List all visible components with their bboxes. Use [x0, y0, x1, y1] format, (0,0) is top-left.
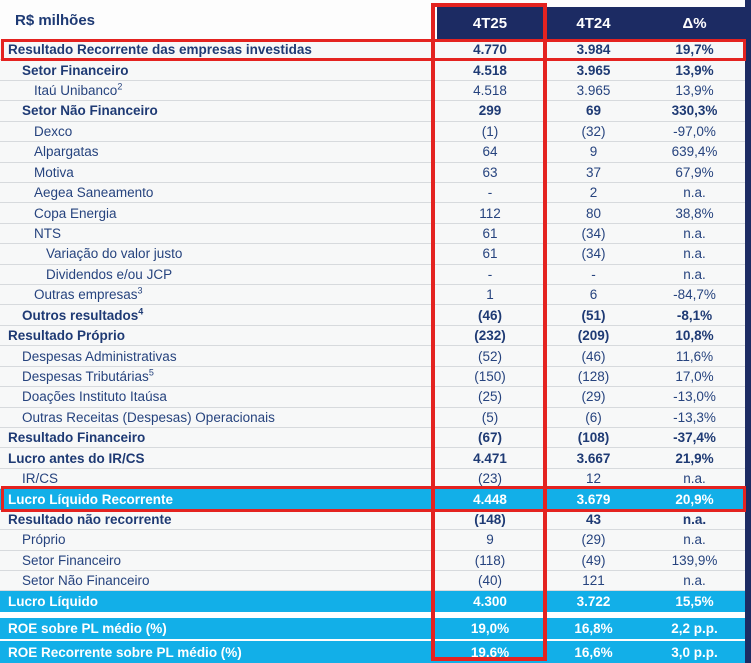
- value-4t24: (108): [577, 430, 610, 446]
- value-4t25: (23): [477, 471, 502, 487]
- value-4t24: (6): [585, 409, 602, 425]
- table-row: [0, 346, 745, 366]
- value-4t25: (5): [481, 409, 499, 425]
- row-label: NTS: [34, 226, 61, 241]
- value-4t25: (118): [474, 552, 506, 568]
- table-row: [0, 244, 745, 264]
- value-4t25: 4.518: [473, 83, 507, 99]
- column-header-delta: Δ%: [682, 15, 707, 32]
- value-4t24: (29): [581, 532, 606, 548]
- value-delta: -8,1%: [676, 307, 713, 323]
- value-4t24: 6: [589, 287, 598, 303]
- value-4t24: (29): [581, 389, 606, 405]
- row-label: Lucro Líquido: [8, 594, 98, 610]
- value-4t25: (52): [477, 348, 502, 364]
- value-4t24: 16,6%: [574, 644, 613, 660]
- value-delta: 13,9%: [675, 83, 714, 99]
- value-4t25: 4.300: [473, 594, 507, 610]
- value-4t24: (32): [581, 123, 606, 139]
- table-row: [0, 591, 745, 611]
- value-delta: 20,9%: [675, 491, 714, 507]
- value-delta: -97,0%: [673, 123, 716, 139]
- value-4t25: 63: [482, 164, 498, 180]
- row-label: Setor Financeiro: [22, 552, 122, 568]
- table-row: [0, 618, 745, 640]
- value-4t25: -: [487, 266, 493, 282]
- row-label: Copa Energia: [34, 205, 117, 221]
- table-row: [0, 224, 745, 244]
- row-label: IR/CS: [22, 471, 59, 487]
- value-4t24: 3.984: [576, 42, 611, 58]
- value-4t25: (67): [477, 430, 502, 446]
- value-4t24: 9: [589, 144, 598, 160]
- value-4t25: 299: [478, 103, 502, 119]
- row-label: Outros resultados$^4$: [22, 307, 144, 323]
- value-4t24: 16,8%: [574, 621, 613, 637]
- footnote-marker: 3: [137, 287, 143, 296]
- value-delta: -13,3%: [673, 409, 716, 425]
- value-delta: 19,7%: [675, 42, 714, 58]
- value-4t25: (232): [474, 328, 506, 344]
- value-delta: 67,9%: [675, 164, 714, 180]
- table-row: [0, 265, 745, 285]
- value-delta: 639,4%: [671, 144, 718, 160]
- value-4t24: (49): [581, 552, 606, 568]
- value-4t25: (148): [474, 511, 506, 527]
- footnote-marker: 2: [117, 83, 123, 92]
- row-label: Itaú Unibanco$^2$: [34, 83, 123, 99]
- table-row: [0, 530, 745, 550]
- table-row: [0, 469, 745, 489]
- table-row: [0, 122, 745, 142]
- value-4t24: (51): [581, 307, 606, 323]
- value-4t25: 1: [486, 287, 494, 303]
- table-row: [0, 387, 745, 407]
- value-4t25: 4.518: [473, 62, 507, 78]
- value-4t24: 3.667: [576, 450, 611, 466]
- table-row: [0, 40, 745, 60]
- value-4t25: (46): [477, 307, 502, 323]
- row-label: Outras empresas$^3$: [34, 287, 143, 303]
- value-delta: n.a.: [682, 511, 707, 527]
- value-4t25: 112: [479, 205, 501, 221]
- table-row: [0, 81, 745, 101]
- unit-label: R$ milhões: [15, 12, 96, 29]
- row-label: Resultado Recorrente das empresas investidas: [8, 42, 312, 58]
- row-label: Dividendos e/ou JCP: [46, 266, 173, 282]
- row-label: Setor Financeiro: [22, 62, 129, 78]
- value-4t24: 121: [582, 573, 605, 589]
- row-label: Dexco: [34, 123, 73, 139]
- value-4t25: 64: [482, 144, 498, 160]
- value-4t25: (25): [477, 389, 502, 405]
- value-4t25: 4.471: [473, 450, 507, 466]
- table-row: [0, 551, 745, 571]
- row-label: Despesas Administrativas: [22, 348, 177, 364]
- value-4t24: 3.679: [576, 491, 611, 507]
- row-label: Resultado Próprio: [8, 328, 126, 344]
- table-body: [0, 40, 745, 663]
- column-header-4t25: 4T25: [472, 15, 508, 32]
- value-4t24: (209): [577, 328, 610, 344]
- row-label: Lucro antes do IR/CS: [8, 450, 145, 466]
- value-delta: -37,4%: [673, 430, 716, 446]
- row-label: Aegea Saneamento: [34, 185, 154, 201]
- value-delta: -84,7%: [673, 287, 716, 303]
- value-4t25: -: [487, 185, 493, 201]
- row-label: Variação do valor justo: [46, 246, 183, 262]
- value-4t24: (34): [581, 246, 606, 262]
- value-4t25: (150): [474, 368, 506, 384]
- value-delta: 11,6%: [675, 348, 714, 364]
- table-row: [0, 408, 745, 428]
- value-delta: n.a.: [683, 266, 706, 282]
- value-4t24: 3.965: [576, 83, 611, 99]
- table-row: [0, 571, 745, 591]
- row-label: Resultado não recorrente: [8, 511, 172, 527]
- table-row: [0, 428, 745, 448]
- value-delta: 2,2 p.p.: [671, 621, 718, 637]
- value-4t24: -: [591, 266, 596, 282]
- value-4t24: 2: [589, 185, 598, 201]
- table-row: [0, 448, 745, 468]
- table-row: [0, 489, 745, 509]
- table-row: [0, 305, 745, 325]
- table-row: [0, 203, 745, 223]
- row-label: ROE Recorrente sobre PL médio (%): [8, 644, 242, 660]
- row-label: Outras Receitas (Despesas) Operacionais: [22, 409, 275, 425]
- footnote-marker: 5: [148, 368, 154, 378]
- row-label: ROE sobre PL médio (%): [8, 621, 167, 637]
- value-delta: 15,5%: [675, 594, 714, 610]
- value-4t24: (46): [581, 348, 606, 364]
- value-4t24: 69: [585, 103, 602, 119]
- value-delta: 17,0%: [675, 368, 714, 384]
- table-row: [0, 60, 745, 80]
- value-4t24: 43: [585, 511, 602, 527]
- table-row: [0, 285, 745, 305]
- value-delta: 38,8%: [675, 205, 714, 221]
- table-row: [0, 367, 745, 387]
- value-delta: n.a.: [683, 532, 706, 548]
- value-delta: 330,3%: [671, 103, 718, 119]
- value-delta: 21,9%: [675, 450, 714, 466]
- value-4t24: 12: [585, 471, 602, 487]
- table-row: [0, 183, 745, 203]
- row-label: Próprio: [22, 532, 66, 548]
- value-delta: n.a.: [683, 226, 706, 241]
- value-delta: 10,8%: [675, 328, 714, 344]
- row-label: Despesas Tributárias$^5$: [22, 368, 154, 384]
- value-4t25: 61: [482, 226, 498, 241]
- value-delta: -13,0%: [673, 389, 716, 405]
- value-delta: n.a.: [683, 573, 706, 589]
- table-row: [0, 641, 745, 663]
- table-row: [0, 142, 745, 162]
- table-row: [0, 510, 745, 530]
- value-delta: n.a.: [683, 246, 706, 262]
- value-4t24: 80: [585, 205, 602, 221]
- table-row: [0, 326, 745, 346]
- value-4t24: (34): [581, 226, 606, 241]
- value-4t25: 61: [482, 246, 498, 262]
- row-label: Lucro Líquido Recorrente: [8, 491, 174, 507]
- value-delta: 3,0 p.p.: [671, 644, 718, 660]
- value-4t25: 4.770: [473, 42, 507, 58]
- row-label: Alpargatas: [34, 144, 99, 160]
- value-4t24: (128): [577, 368, 610, 384]
- row-label: Resultado Financeiro: [8, 430, 146, 446]
- value-delta: n.a.: [683, 471, 706, 487]
- row-label: Setor Não Financeiro: [22, 103, 158, 119]
- column-header-4t24: 4T24: [576, 15, 611, 32]
- value-4t25: 4.448: [473, 491, 507, 507]
- value-delta: n.a.: [683, 185, 706, 201]
- table-row: [0, 101, 745, 121]
- row-label: Setor Não Financeiro: [22, 573, 150, 589]
- value-4t25: 9: [486, 532, 494, 548]
- value-4t25: (1): [481, 123, 499, 139]
- value-4t24: 37: [585, 164, 602, 180]
- table-right-border: [745, 0, 751, 663]
- footnote-marker: 4: [138, 307, 144, 317]
- value-4t25: 19,0%: [470, 621, 510, 637]
- row-label: Doações Instituto Itaúsa: [22, 389, 167, 405]
- value-4t25: 19,6%: [470, 644, 510, 660]
- value-4t25: (40): [477, 573, 502, 589]
- value-delta: 139,9%: [671, 552, 718, 568]
- value-4t24: 3.722: [576, 594, 611, 610]
- value-delta: 13,9%: [675, 62, 714, 78]
- value-4t24: 3.965: [576, 62, 611, 78]
- column-header-bar: [437, 7, 745, 40]
- table-row: [0, 163, 745, 183]
- row-label: Motiva: [34, 164, 74, 180]
